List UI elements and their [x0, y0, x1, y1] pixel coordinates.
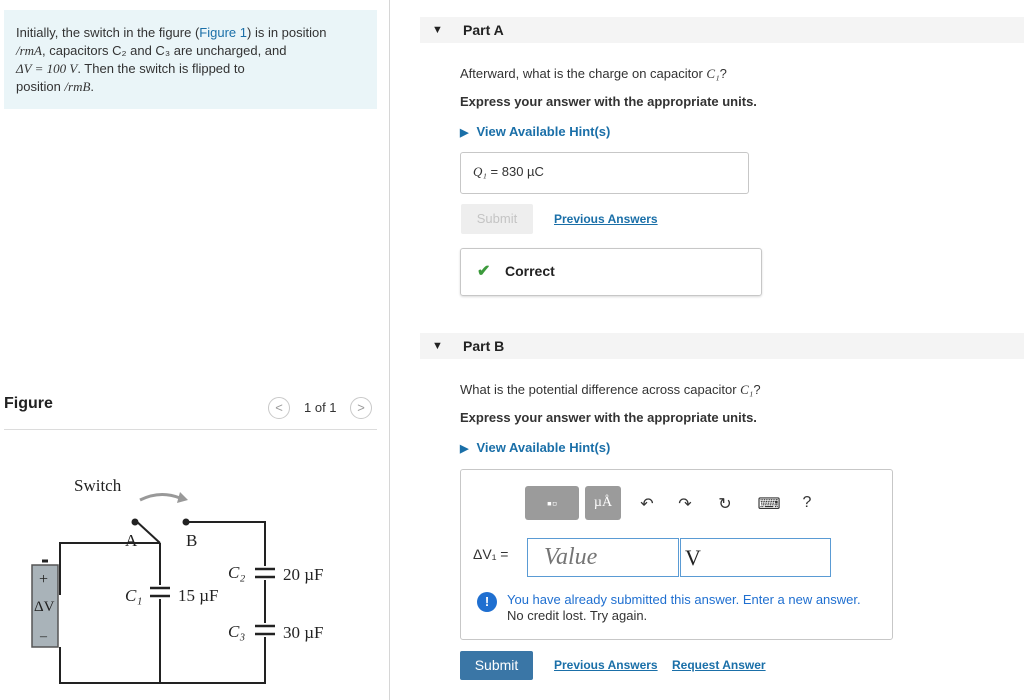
units-button[interactable]: µÅ: [585, 486, 621, 520]
part-a-answer-value: 830 µC: [501, 164, 544, 179]
wire-bottom: [60, 643, 265, 683]
undo-icon[interactable]: ↶: [640, 496, 654, 513]
warning-lead: You have already submitted this answer. Enter a new answer.: [507, 592, 861, 607]
math-toolbar: [525, 486, 825, 522]
part-a-instructions: Express your answer with the appropriate units.: [460, 94, 757, 109]
part-a-previous-answers-link[interactable]: Previous Answers: [554, 212, 658, 226]
part-b-question-text: What is the potential difference across capacitor: [460, 382, 741, 397]
templates-icon[interactable]: ▪▫: [525, 486, 579, 520]
problem-text-1: Initially, the switch in the figure (: [16, 25, 200, 40]
delta-v-value: ΔV = 100 V: [16, 61, 78, 76]
c1-value: 15 µF: [178, 586, 219, 605]
part-a-question-mark: ?: [719, 66, 727, 81]
problem-text-4: . Then the switch is flipped to: [77, 61, 245, 76]
part-a-question-text: Afterward, what is the charge on capacitor: [460, 66, 707, 81]
part-b-collapse-icon[interactable]: ▼: [432, 340, 443, 352]
c3-value: 30 µF: [283, 623, 324, 642]
part-b-answer-box: [460, 469, 893, 640]
part-a-answer-var: Q₁: [473, 164, 487, 179]
problem-text-5: position: [16, 79, 65, 94]
part-b-header[interactable]: [420, 333, 1024, 359]
wire-top-left: [60, 543, 160, 595]
figure-divider: [4, 429, 377, 430]
position-a-var: /rmA: [16, 43, 42, 58]
part-a-answer-eq: =: [486, 164, 502, 179]
switch-arrow-curve: [140, 494, 180, 500]
part-b-hint-caret-icon: ▶: [460, 443, 469, 455]
units-input[interactable]: [680, 538, 831, 577]
correct-label: Correct: [505, 263, 555, 279]
c2-value: 20 µF: [283, 565, 324, 584]
part-a-hint-label: View Available Hint(s): [476, 124, 611, 139]
problem-text-3: , capacitors C₂ and C₃ are uncharged, and: [42, 43, 287, 58]
wire-b-top: [186, 522, 265, 566]
figure-title: Figure: [4, 395, 53, 412]
part-b-question-var: C₁: [740, 382, 754, 397]
part-a-header[interactable]: [420, 17, 1024, 43]
part-b-previous-answers-link[interactable]: Previous Answers: [554, 658, 658, 672]
part-a-submit-button[interactable]: Submit: [461, 204, 533, 234]
position-b-label: B: [186, 531, 198, 550]
delta-v1-label: ΔV₁ =: [473, 546, 509, 562]
figure-link[interactable]: Figure 1: [199, 25, 247, 40]
problem-text-6: .: [90, 79, 95, 94]
position-b-var: /rmB: [64, 79, 91, 94]
problem-statement: [4, 10, 377, 109]
info-icon: !: [477, 592, 497, 612]
part-a-question: [460, 66, 727, 82]
part-a-title: Part A: [463, 22, 504, 38]
switch-node-a: [132, 519, 139, 526]
battery-plus: +: [39, 571, 49, 588]
figure-pager: [268, 397, 378, 419]
circuit-diagram: [20, 470, 360, 695]
c3-label: C₃: [228, 622, 246, 641]
part-b-title: Part B: [463, 338, 505, 354]
part-a-answer-box: [460, 152, 749, 194]
next-figure-button[interactable]: >: [350, 397, 372, 419]
c2-label: C₂: [228, 563, 246, 582]
part-a-collapse-icon[interactable]: ▼: [432, 24, 443, 36]
part-b-submit-button[interactable]: Submit: [460, 651, 533, 680]
help-icon[interactable]: ?: [802, 494, 812, 511]
part-a-hint-toggle[interactable]: [460, 124, 610, 139]
keyboard-icon[interactable]: ⌨: [757, 496, 781, 513]
part-b-hint-label: View Available Hint(s): [476, 440, 611, 455]
checkmark-icon: ✔: [477, 263, 491, 280]
request-answer-link[interactable]: Request Answer: [672, 658, 766, 672]
part-b-question-mark: ?: [753, 382, 761, 397]
battery-minus: –: [40, 629, 47, 644]
switch-blade: [135, 520, 160, 543]
problem-text-2: ) is in position: [247, 25, 327, 40]
part-b-hint-toggle[interactable]: [460, 440, 610, 455]
position-a-label: A: [125, 531, 138, 550]
switch-label: Switch: [74, 476, 122, 495]
resubmit-warning: [507, 592, 887, 624]
part-b-question: [460, 382, 761, 398]
part-b-instructions: Express your answer with the appropriate units.: [460, 410, 757, 425]
part-a-hint-caret-icon: ▶: [460, 127, 469, 139]
part-a-question-var: C₁: [706, 66, 720, 81]
warning-tail: No credit lost. Try again.: [507, 608, 648, 623]
pager-count: 1 of 1: [304, 400, 337, 415]
column-divider: [389, 0, 390, 700]
value-input[interactable]: [527, 538, 679, 577]
switch-node-b: [183, 519, 190, 526]
redo-icon[interactable]: ↷: [678, 496, 692, 513]
battery-label: ΔV: [34, 599, 55, 615]
previous-figure-button[interactable]: <: [268, 397, 290, 419]
c1-label: C₁: [125, 586, 143, 605]
part-a-feedback: [460, 248, 762, 296]
reset-icon[interactable]: ↻: [718, 496, 732, 513]
switch-arrow-head: [177, 492, 188, 503]
